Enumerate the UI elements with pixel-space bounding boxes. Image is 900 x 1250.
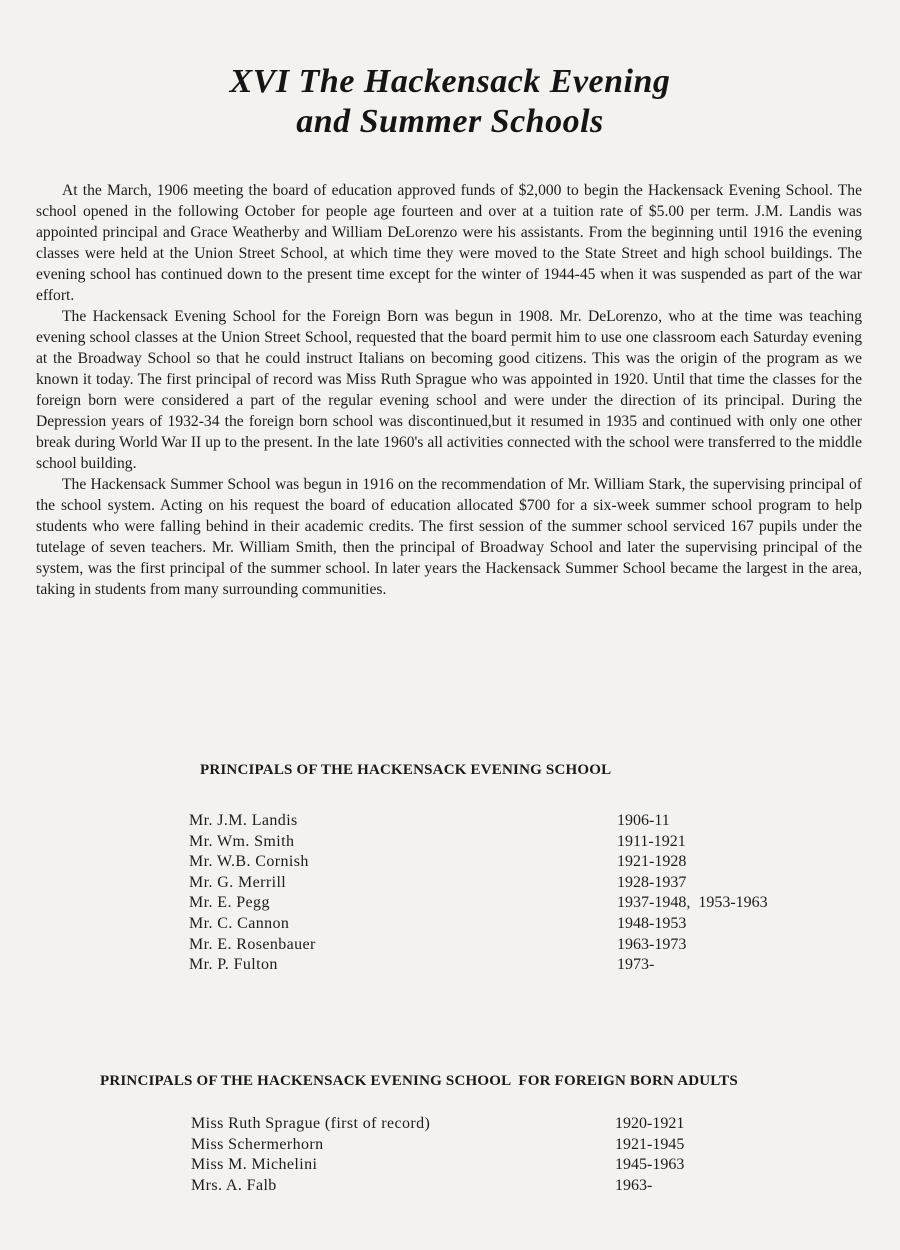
paragraph-foreign-born-school: The Hackensack Evening School for the Foreign Born was begun in 1908. Mr. DeLorenzo, who at the time was teaching evening school classes at the Union Street School, requested that the board permit him to use one classroom each Saturday evening at the Broadway School so that he could instruct Italians on becoming good citizens. This was the origin of the program as we known it today. The first principal of record was Miss Ruth Sprague who was appointed in 1920. Until that time the classes for the foreign born were considered a part of the regular evening school and were under the direction of its principal. During the Depression years of 1932-34 the foreign born school was discontinued,but it resumed in 1935 and continued with only one other break during World War II up to the present. In the late 1960's all activities connected with the school were transferred to the middle school building. [36, 308, 862, 472]
principal-row [189, 914, 809, 935]
principal-name: Mr. J.M. Landis [189, 812, 298, 829]
principal-name: Miss Ruth Sprague (first of record) [191, 1115, 431, 1132]
principal-row [189, 955, 809, 976]
evening-principals-list [189, 811, 809, 976]
principal-row [191, 1176, 811, 1197]
paragraph-evening-school: At the March, 1906 meeting the board of education approved funds of $2,000 to begin the Hackensack Evening School. The school opened in the following October for people age fourteen and over at a tuition rate of $5.00 per term. J.M. Landis was appointed principal and Grace Weatherby and William DeLorenzo were his assistants. From the beginning until 1916 the evening classes were held at the Union Street School, at which time they were moved to the State Street and high school buildings. The evening school has continued down to the present time except for the winter of 1944-45 when it was suspended as part of the war effort. [36, 182, 862, 304]
evening-principals-heading: PRINCIPALS OF THE HACKENSACK EVENING SCHOOL [200, 762, 612, 778]
foreign-born-principals-heading: PRINCIPALS OF THE HACKENSACK EVENING SCHOOL FOR FOREIGN BORN ADULTS [100, 1073, 738, 1089]
principal-years: 1921-1928 [617, 853, 687, 871]
principal-name: Mr. P. Fulton [189, 956, 278, 974]
foreign-born-principals-list [191, 1114, 811, 1196]
principal-row [189, 935, 809, 956]
principal-row [189, 873, 809, 894]
principal-name: Miss Schermerhorn [191, 1135, 324, 1153]
principal-row [191, 1114, 811, 1135]
principal-years: 1937-1948, 1953-1963 [617, 894, 768, 912]
principal-name: Mr. E. Rosenbauer [189, 935, 316, 953]
principal-row [191, 1135, 811, 1156]
principal-years: 1911-1921 [617, 832, 686, 850]
chapter-title [0, 62, 900, 142]
principal-name: Mr. Wm. Smith [189, 832, 295, 850]
principal-name: Mr. E. Pegg [189, 894, 270, 912]
principal-row [189, 811, 809, 832]
chapter-title-line-2: and Summer Schools [296, 103, 604, 140]
principal-years: 1928-1937 [617, 873, 687, 891]
principal-years: 1920-1921 [615, 1115, 685, 1132]
principal-years: 1973- [617, 956, 655, 974]
body-text [36, 180, 862, 600]
principal-name: Mr. W.B. Cornish [189, 853, 309, 871]
principal-name: Miss M. Michelini [191, 1156, 318, 1174]
principal-name: Mr. G. Merrill [189, 873, 287, 891]
chapter-title-line-1: XVI The Hackensack Evening [229, 63, 671, 100]
principal-years: 1921-1945 [615, 1135, 685, 1153]
principal-years: 1945-1963 [615, 1156, 685, 1174]
principal-row [189, 852, 809, 873]
principal-years: 1948-1953 [617, 914, 687, 932]
paragraph-summer-school: The Hackensack Summer School was begun in 1916 on the recommendation of Mr. William Stark, the supervising principal of the school system. Acting on his request the board of education allocated $700 for a six-week summer school program to help students who were falling behind in their academic credits. The first session of the summer school serviced 167 pupils under the tutelage of seven teachers. Mr. William Smith, then the principal of Broadway School and later the supervising principal of the system, was the first principal of the summer school. In later years the Hackensack Summer School became the largest in the area, taking in students from many surrounding communities. [36, 476, 862, 598]
principal-name: Mr. C. Cannon [189, 914, 290, 932]
principal-row [189, 832, 809, 853]
principal-years: 1963- [615, 1176, 653, 1194]
principal-years: 1963-1973 [617, 935, 687, 953]
principal-years: 1906-11 [617, 812, 670, 829]
principal-row [191, 1155, 811, 1176]
principal-name: Mrs. A. Falb [191, 1176, 277, 1194]
principal-row [189, 893, 809, 914]
